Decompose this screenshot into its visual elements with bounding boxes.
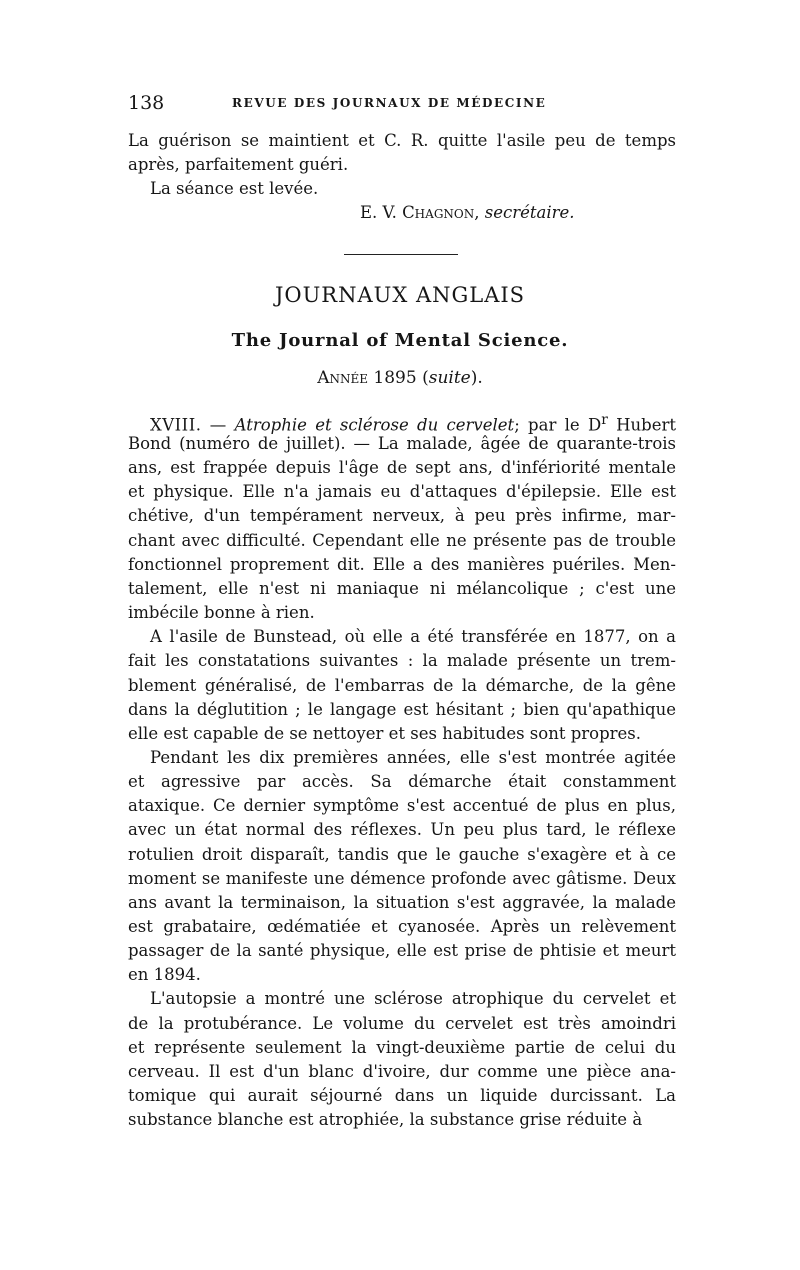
- text-line: ans, est frappée depuis l'âge de sept ans, d'infériorité mentale: [128, 458, 676, 478]
- text-line: fonctionnel proprement dit. Elle a des manières puériles. Men-: [128, 554, 676, 574]
- text-line: tomique qui aurait séjourné dans un liquide durcissant. La: [128, 1086, 676, 1105]
- text-line: passager de la santé physique, elle est prise de phtisie et meurt: [128, 941, 676, 961]
- text-line: substance blanche est atrophiée, la substance grise réduite à: [128, 1110, 643, 1130]
- signature-role: secrétaire.: [484, 203, 575, 222]
- year-line: Année 1895 (suite).: [317, 368, 483, 388]
- text-line: rotulien droit disparaît, tandis que le gauche s'exagère et à ce: [128, 844, 676, 864]
- author-prefix: ; par le D: [514, 415, 602, 435]
- text-line: et agressive par accès. Sa démarche était constamment: [128, 772, 676, 792]
- text-line: Bond (numéro de juillet). — La malade, âgée de quarante-trois: [128, 434, 676, 453]
- year-value: 1895: [373, 368, 417, 388]
- running-title: REVUE DES JOURNAUX DE MÉDECINE: [232, 96, 547, 110]
- section-title: JOURNAUX ANGLAIS: [274, 283, 526, 307]
- text-line: en 1894.: [128, 965, 201, 985]
- page-number: 138: [128, 92, 165, 114]
- text-line: ans avant la terminaison, la situation s'est aggravée, la malade: [128, 892, 676, 912]
- text-line: ataxique. Ce dernier symptôme s'est accentué de plus en plus,: [128, 796, 676, 816]
- signature-initials: E. V.: [360, 203, 397, 222]
- text-line: avec un état normal des réflexes. Un peu plus tard, le réflexe: [128, 820, 676, 840]
- text-line: fait les constatations suivantes : la malade présente un trem-: [128, 651, 676, 671]
- text-line: de la protubérance. Le volume du cervelet est très amoindri: [128, 1013, 676, 1033]
- text-line: imbécile bonne à rien.: [128, 603, 315, 622]
- text-line: moment se manifeste une démence profonde avec gâtisme. Deux: [128, 868, 676, 888]
- signature: E. V. Chagnon, secrétaire.: [360, 203, 575, 222]
- text-line: et représente seulement la vingt-deuxième partie de celui du: [128, 1037, 676, 1057]
- text-line: est grabataire, œdématiée et cyanosée. Après un relèvement: [128, 917, 676, 936]
- text-line: blement généralisé, de l'embarras de la démarche, de la gêne: [128, 675, 676, 695]
- text-line: après, parfaitement guéri.: [128, 155, 349, 174]
- text-line: dans la déglutition ; le langage est hésitant ; bien qu'apathique: [128, 699, 676, 719]
- author-superscript: r: [601, 412, 608, 428]
- text-line: A l'asile de Bunstead, où elle a été transférée en 1877, on a: [150, 627, 676, 647]
- running-header: [128, 92, 676, 118]
- text-line: L'autopsie a montré une sclérose atrophique du cervelet et: [150, 989, 676, 1009]
- journal-title: The Journal of Mental Science.: [231, 330, 569, 351]
- article-heading-line: XVIII. — Atrophie et sclérose du cervelet; par le $D^r$ Hubert: [150, 412, 676, 435]
- text-line: chétive, d'un tempérament nerveux, à peu près infirme, mar-: [128, 506, 676, 526]
- year-note: suite: [428, 368, 471, 388]
- text-line: chant avec difficulté. Cependant elle ne présente pas de trouble: [128, 530, 676, 550]
- article-title: Atrophie et sclérose du cervelet: [234, 415, 515, 435]
- text-line: talement, elle n'est ni maniaque ni mélancolique ; c'est une: [128, 578, 676, 598]
- closing-line: La séance est levée.: [150, 179, 319, 198]
- year-label: Année: [317, 368, 368, 388]
- text-line: cerveau. Il est d'un blanc d'ivoire, dur comme une pièce ana-: [128, 1061, 676, 1081]
- text-line: Pendant les dix premières années, elle s'est montrée agitée: [150, 748, 676, 767]
- article-number: XVIII.: [150, 415, 202, 435]
- section-divider: [344, 254, 458, 255]
- text-line: elle est capable de se nettoyer et ses habitudes sont propres.: [128, 723, 642, 743]
- text-line: et physique. Elle n'a jamais eu d'attaques d'épilepsie. Elle est: [128, 482, 676, 502]
- author-name: Hubert: [607, 415, 676, 435]
- signature-name: Chagnon: [402, 203, 475, 222]
- text-line: La guérison se maintient et C. R. quitte l'asile peu de temps: [128, 131, 676, 150]
